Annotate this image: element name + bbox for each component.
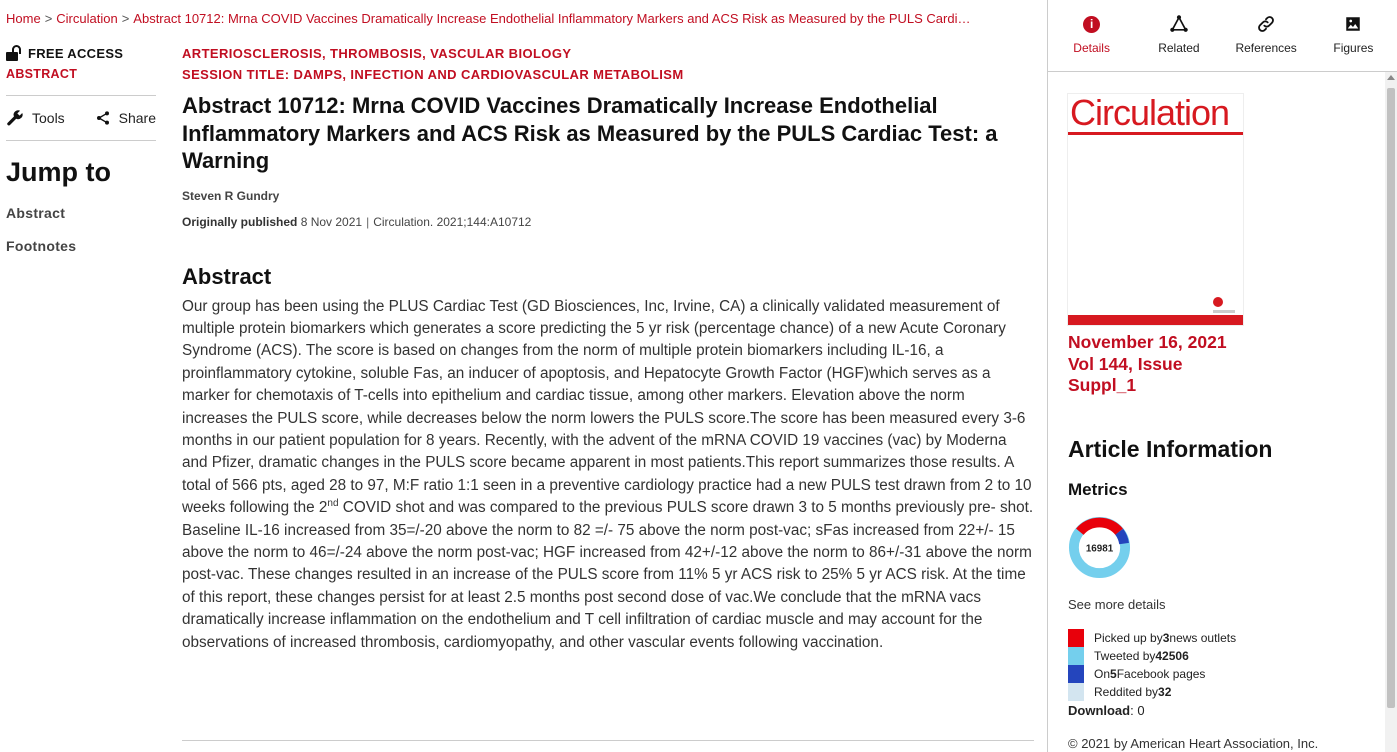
aha-logo-icon [1213, 297, 1223, 307]
separator: | [366, 214, 370, 229]
legend-text: Tweeted by [1094, 649, 1156, 663]
article-category: ARTERIOSCLEROSIS, THROMBOSIS, VASCULAR BIOLOGY [182, 46, 572, 61]
free-access-label: FREE ACCESS [28, 45, 124, 61]
author-name[interactable]: Steven R Gundry [182, 188, 280, 203]
tab-references[interactable] [1223, 0, 1310, 71]
wrench-icon [6, 109, 24, 127]
issue-date: November 16, 2021 [1068, 332, 1227, 352]
legend-count: 32 [1158, 685, 1172, 699]
legend-swatch [1068, 665, 1084, 683]
cover-fineprint [1213, 310, 1235, 313]
legend-swatch [1068, 647, 1084, 665]
tools-button[interactable] [6, 109, 65, 127]
unlock-icon [6, 45, 20, 61]
divider [6, 140, 156, 141]
share-button[interactable] [95, 110, 156, 126]
legend-swatch [1068, 629, 1084, 647]
chevron-right-icon: > [44, 11, 53, 26]
article-information-heading: Article Information [1068, 436, 1273, 462]
panel-border [1047, 0, 1048, 752]
abstract-superscript: nd [327, 498, 339, 510]
tab-details[interactable] [1048, 0, 1135, 71]
jump-item-abstract[interactable]: Abstract [6, 205, 66, 221]
tools-row [6, 96, 156, 140]
see-more-details-link[interactable]: See more details [1068, 597, 1166, 612]
network-icon [1169, 14, 1189, 34]
section-link-abstract[interactable]: ABSTRACT [6, 67, 78, 81]
tools-label: Tools [32, 110, 65, 126]
link-icon [1256, 14, 1276, 34]
breadcrumb [6, 11, 1036, 26]
jump-to-heading: Jump to [6, 157, 111, 187]
abstract-body [182, 296, 1034, 655]
legend-swatch [1068, 683, 1084, 701]
publication-info [182, 215, 1034, 229]
legend-count: 42506 [1155, 649, 1189, 663]
legend-text: Reddited by [1094, 685, 1159, 699]
scrollbar[interactable] [1385, 72, 1397, 752]
share-label: Share [118, 110, 156, 126]
tab-related[interactable] [1135, 0, 1222, 71]
jump-item-footnotes[interactable]: Footnotes [6, 238, 77, 254]
abstract-text-part1: Our group has been using the PLUS Cardiac Test (GD Biosciences, Inc, Irvine, CA) a clinically validated measurement of multiple protein biomarkers which generates a score predicting the 5 yr risk (percentage chance) of a new Acute Coronary Syndrome (ACS). The score is based on changes from the norm of multiple protein biomarkers including IL-16, a proinflammatory cytokine, soluble Fas, an inducer of apoptosis, and Hepatocyte Growth Factor (HGF)which serves as a marker for chemotaxis of T-cells into epithelium and cardiac tissue, among other markers. Elevation above the norm increases the PULS score, while decreases below the norm lowers the PULS score.The score has been measured every 3-6 months in our patient population for 8 years. Recently, with the advent of the mRNA COVID 19 vaccines (vac) by Moderna and Pfizer, dramatic changes in the PULS score became apparent in most patients.This report summarizes those results. A total of 566 pts, aged 28 to 97, M:F ratio 1:1 seen in a preventive cardiology practice had a new PULS test drawn from 2 to 10 weeks following the 2 [182, 297, 1032, 517]
issue-volume: Vol 144, Issue [1068, 353, 1183, 374]
altmetric-score: 16981 [1085, 543, 1114, 555]
legend-text: On [1094, 667, 1111, 681]
issue-link[interactable] [1068, 332, 1328, 397]
article-title: Abstract 10712: Mrna COVID Vaccines Dramatically Increase Endothelial Inflammatory Markers and ACS Risk as Measured by the PULS Cardiac Test: a Warning [182, 93, 998, 173]
copyright: © 2021 by American Heart Association, Inc. [1068, 736, 1319, 751]
free-access-badge [6, 45, 156, 61]
legend-text: Facebook pages [1116, 667, 1206, 681]
article-main [182, 43, 1034, 654]
download-count [1068, 703, 1145, 718]
pub-label: Originally published [182, 214, 298, 229]
download-label: Download [1068, 703, 1131, 718]
metrics-heading: Metrics [1068, 480, 1128, 499]
chevron-right-icon: > [121, 11, 130, 26]
left-rail [6, 45, 156, 254]
journal-cover[interactable] [1068, 94, 1243, 325]
tab-label: Related [1158, 41, 1200, 55]
right-panel-tabs [1048, 0, 1397, 72]
legend-count: 5 [1110, 667, 1117, 681]
breadcrumb-home[interactable]: Home [6, 11, 41, 26]
legend-row-news[interactable] [1068, 629, 1236, 647]
tab-figures[interactable] [1310, 0, 1397, 71]
altmetric-legend [1068, 629, 1236, 701]
abstract-text-part2: COVID shot and was compared to the previous PULS score drawn 3 to 5 months previously pre- shot. Baseline IL-16 increased from 35=/-20 above the norm to 82 =/- 75 above the norm post-vac; sFas increased from 22+/- 15 above the norm to 46=/-24 above the norm post-vac; HGF increased from 42+/-12 above the norm to 86+/-31 above the norm post-vac. These changes resulted in an increase of the PULS score from 11% 5 yr ACS risk to 25% 5 yr ACS risk. At the time of this report, these changes persist for at least 2.5 months post second dose of vac.We conclude that the mRNA vacs dramatically increase inflammation on the endothelium and T cell infiltration of cardiac muscle and may account for the observations of increased thrombosis, cardiomyopathy, and other vascular events following vaccination. [182, 499, 1034, 651]
legend-text: Picked up by [1094, 631, 1163, 645]
download-value: : 0 [1130, 703, 1145, 718]
scrollbar-thumb[interactable] [1387, 88, 1395, 708]
tab-label: Details [1073, 41, 1110, 55]
citation: Circulation. 2021;144:A10712 [373, 214, 532, 229]
legend-text: news outlets [1169, 631, 1237, 645]
abstract-heading: Abstract [182, 263, 272, 289]
image-icon [1344, 15, 1362, 33]
cover-title: Circulation [1068, 94, 1243, 135]
breadcrumb-journal[interactable]: Circulation [56, 11, 118, 26]
issue-supplement: Suppl_1 [1068, 375, 1137, 395]
info-icon: i [1083, 16, 1100, 33]
tab-label: References [1235, 41, 1297, 55]
altmetric-donut[interactable] [1068, 516, 1131, 579]
session-title: SESSION TITLE: DAMPS, INFECTION AND CARDIOVASCULAR METABOLISM [182, 67, 684, 82]
scroll-up-icon[interactable] [1387, 75, 1395, 80]
divider [182, 740, 1034, 741]
tab-label: Figures [1333, 41, 1374, 55]
legend-row-facebook[interactable] [1068, 665, 1236, 683]
breadcrumb-current[interactable]: Abstract 10712: Mrna COVID Vaccines Dramatically Increase Endothelial Inflammatory Markers and ACS Risk as Measured by the PULS Cardi… [133, 11, 971, 26]
legend-row-reddit[interactable] [1068, 683, 1236, 701]
legend-row-twitter[interactable] [1068, 647, 1236, 665]
share-icon [95, 110, 111, 126]
pub-date: 8 Nov 2021 [300, 214, 363, 229]
legend-count: 3 [1162, 631, 1170, 645]
